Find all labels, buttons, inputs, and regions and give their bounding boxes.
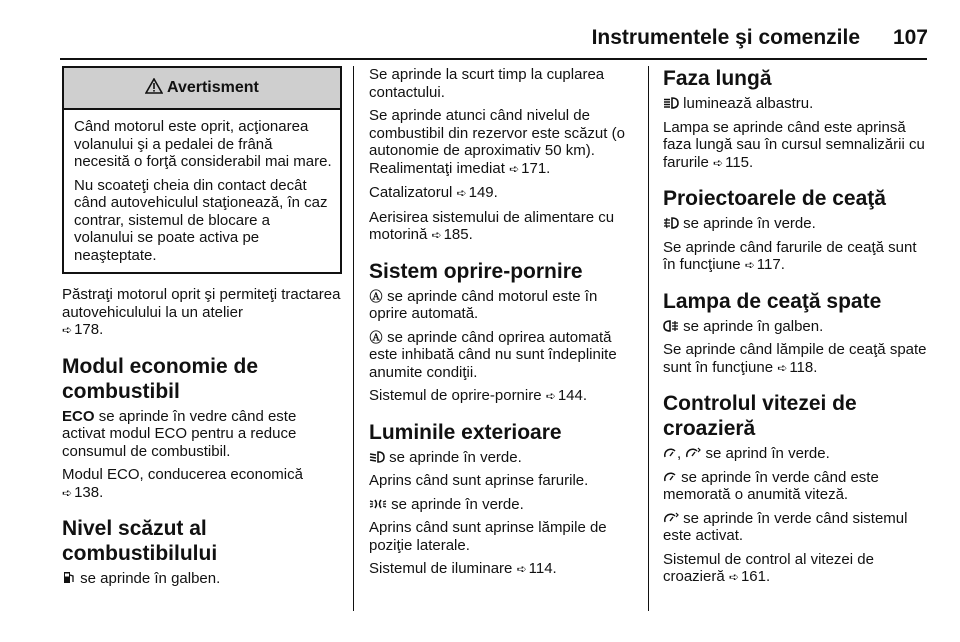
page-ref-icon: ➪ xyxy=(456,186,467,200)
page-ref-icon: ➪ xyxy=(62,485,73,500)
page-ref[interactable]: 178. xyxy=(74,321,104,338)
cruise-paragraph-2: se aprinde în verde când este memorată o anumită viteză. xyxy=(663,468,879,503)
warning-triangle-icon xyxy=(145,79,167,96)
section-heading-stop-start: Sistem oprire-pornire xyxy=(369,259,583,283)
front-fog-icon xyxy=(663,215,679,233)
stop-start-paragraph-2: Ⓐ se aprinde când oprirea automată este inhibată când nu sunt îndeplinite anumite condiţii. xyxy=(369,328,617,381)
section-heading-fuel: Nivel scăzut al combustibilului xyxy=(62,517,218,565)
column-2 xyxy=(369,66,639,585)
section-heading-cruise-control: Controlul vitezei de croazieră xyxy=(663,392,857,440)
eco-badge: ECO xyxy=(62,407,95,425)
cruise-active-icon xyxy=(663,510,679,528)
page-ref-icon: ➪ xyxy=(777,360,788,375)
tow-paragraph: Păstraţi motorul oprit şi permiteţi tractarea autovehiculului la un atelier ➪ 178. xyxy=(62,286,341,338)
eco-paragraph-2: Modul ECO, conducerea economică ➪ 138. xyxy=(62,466,303,501)
fuel-paragraph-2: Se aprinde la scurt timp la cuplarea contactului. xyxy=(369,66,605,101)
cruise-paragraph-1: , se aprind în verde. xyxy=(663,445,928,463)
side-lights-icon xyxy=(369,496,387,514)
lights-paragraph-4: Aprins când sunt aprinse lămpile de poziţie laterale. xyxy=(369,519,607,554)
cruise-active-icon xyxy=(685,445,701,463)
warning-text-1: Când motorul este oprit, acţionarea volanului şi a pedalei de frână necesită o forţă considerabil mai mare. xyxy=(74,118,332,170)
warning-header xyxy=(64,68,340,110)
catalyst-paragraph: Catalizatorul ➪ 149. xyxy=(369,184,498,201)
warning-title: Avertisment xyxy=(166,79,259,96)
rear-fog-paragraph-2: Se aprinde când lămpile de ceaţă spate sunt în funcţiune ➪ 118. xyxy=(663,341,927,376)
page-ref[interactable]: 117. xyxy=(756,256,785,273)
page-ref[interactable]: 171. xyxy=(521,159,551,177)
page-ref[interactable]: 149. xyxy=(468,184,498,201)
page-ref-icon: ➪ xyxy=(744,258,755,272)
page-ref[interactable]: 144. xyxy=(557,387,588,404)
stop-start-paragraph-3: Sistemul de oprire-pornire ➪ 144. xyxy=(369,387,588,404)
page-ref[interactable]: 161. xyxy=(740,568,771,585)
high-beam-paragraph-1: luminează albastru. xyxy=(663,95,928,113)
warning-box xyxy=(62,66,342,274)
cruise-memory-icon xyxy=(663,469,677,487)
page-ref[interactable]: 118. xyxy=(789,358,818,376)
page-ref-icon: ➪ xyxy=(728,570,739,584)
page-ref[interactable]: 138. xyxy=(74,483,104,501)
fuel-paragraph: se aprinde în galben. xyxy=(62,570,342,588)
page-ref-icon: ➪ xyxy=(713,155,724,170)
lights-paragraph-2: Aprins când sunt aprinse farurile. xyxy=(369,472,589,489)
rear-fog-icon xyxy=(663,318,679,336)
fuel-pump-icon xyxy=(62,570,76,588)
page-ref-icon: ➪ xyxy=(516,562,527,576)
lights-paragraph-3: se aprinde în verde. xyxy=(369,496,639,514)
page-ref-icon: ➪ xyxy=(62,323,73,337)
page-ref-icon: ➪ xyxy=(509,161,520,176)
fog-paragraph-2: Se aprinde când farurile de ceaţă sunt în funcţiune ➪ 117. xyxy=(663,238,917,273)
column-3 xyxy=(663,66,928,593)
column-divider xyxy=(648,66,649,611)
cruise-memory-icon xyxy=(663,445,677,463)
running-header-title: Instrumentele şi comenzile xyxy=(591,26,860,49)
section-heading-high-beam: Faza lungă xyxy=(663,67,772,90)
bleeding-paragraph: Aerisirea sistemului de alimentare cu motorină ➪ 185. xyxy=(369,208,615,243)
section-heading-exterior-lights: Luminile exterioare xyxy=(369,420,562,444)
page-ref[interactable]: 115. xyxy=(725,153,754,171)
page-ref-icon: ➪ xyxy=(545,389,556,403)
section-heading-fog-lights: Proiectoarele de ceaţă xyxy=(663,187,886,210)
page-ref[interactable]: 114. xyxy=(528,560,557,577)
page-ref[interactable]: 185. xyxy=(443,226,473,243)
warning-text-2: Nu scoateţi cheia din contact decât când autovehiculul staţionează, în caz contrar, sistemul de blocare a volanului se poate activa pe neaşteptate. xyxy=(74,176,328,264)
lights-paragraph-5: Sistemul de iluminare ➪ 114. xyxy=(369,560,557,577)
eco-paragraph-1: ECO se aprinde în vedre când este activat modul ECO pentru a reduce consumul de combustibil. xyxy=(62,407,297,460)
page-ref-icon: ➪ xyxy=(431,228,442,242)
page-number: 107 xyxy=(892,26,928,49)
column-1 xyxy=(62,66,342,594)
header-rule xyxy=(60,58,927,60)
lights-paragraph-1: se aprinde în verde. xyxy=(369,449,639,467)
fog-paragraph-1: se aprinde în verde. xyxy=(663,215,928,233)
stop-start-paragraph-1: Ⓐ se aprinde când motorul este în oprire automată. xyxy=(369,287,598,322)
high-beam-paragraph-2: Lampa se aprinde când este aprinsă faza lungă sau în cursul semnalizării cu farurile ➪ 115. xyxy=(663,118,925,171)
cruise-paragraph-4: Sistemul de control al vitezei de croazieră ➪ 161. xyxy=(663,550,874,585)
auto-stop-icon: Ⓐ xyxy=(369,288,383,304)
high-beam-icon xyxy=(663,95,679,113)
rear-fog-paragraph-1: se aprinde în galben. xyxy=(663,318,928,336)
low-beam-icon xyxy=(369,449,385,467)
column-divider xyxy=(353,66,354,611)
auto-stop-inhibited-icon: Ⓐ xyxy=(369,329,383,345)
section-heading-rear-fog: Lampa de ceaţă spate xyxy=(663,289,882,313)
section-heading-eco: Modul economie de combustibil xyxy=(62,354,259,403)
fuel-paragraph-3: Se aprinde atunci când nivelul de combustibil din rezervor este scăzut (o autonomie de aproximativ 50 km). Realimentaţi imediat ➪ 171. xyxy=(369,107,625,177)
cruise-paragraph-3: se aprinde în verde când sistemul este activat. xyxy=(663,509,908,544)
